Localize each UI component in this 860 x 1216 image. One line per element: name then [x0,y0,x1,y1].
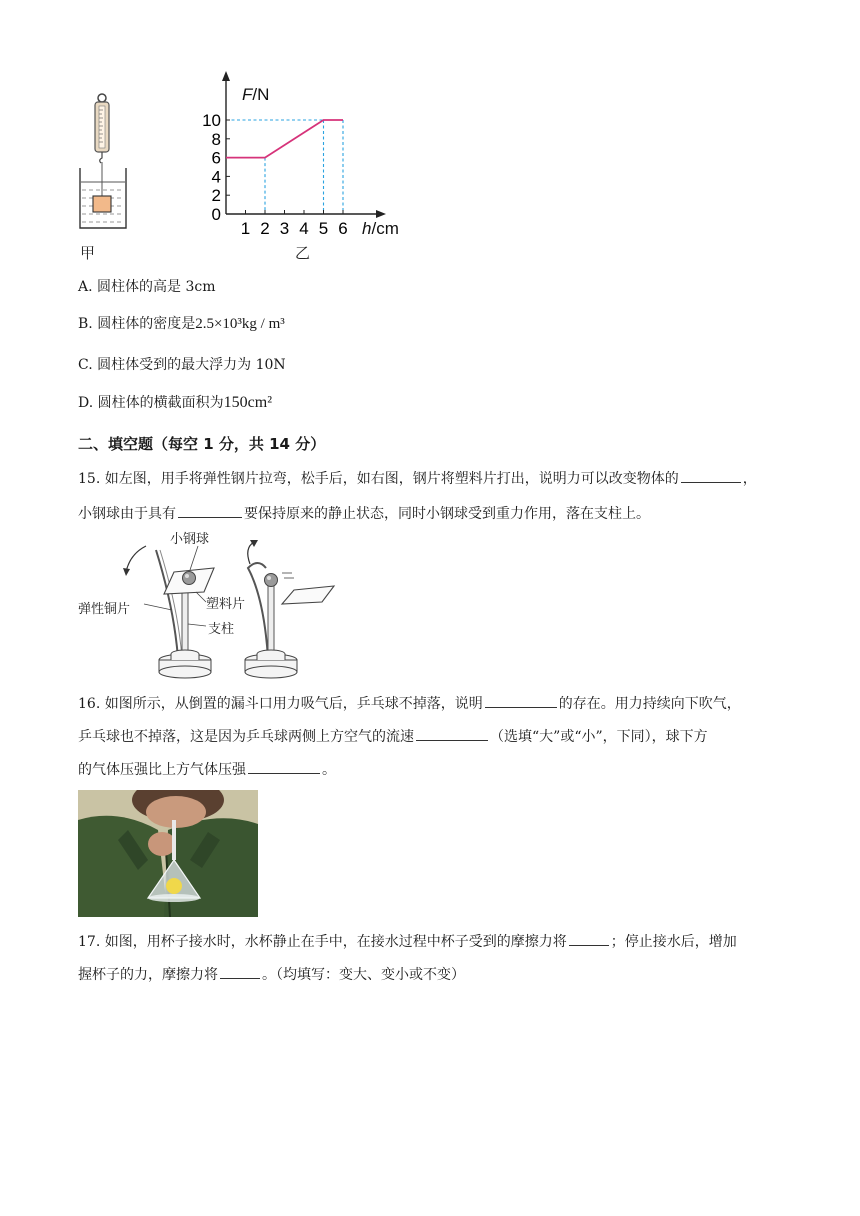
q16-text-1: 16. 如图所示，从倒置的漏斗口用力吸气后，乒乓球不掉落，说明 [78,696,483,712]
spring-scale-illustration [70,90,150,240]
question-17 [78,931,793,985]
figure-jia-label: 甲 [80,244,96,262]
q16-text-3: 乒乓球也不掉落，这是因为乒乓球两侧上方空气的流速 [78,729,414,745]
q17-text-4: 。（均填写：变大、变小或不变） [262,967,465,983]
q16-blank-2 [416,726,488,741]
section-2-title: 二、填空题（每空 1 分，共 14 分） [78,435,326,453]
x-tick-label: 1 [240,219,251,238]
y-axis-title: F/N [242,85,270,104]
q15-text-2: ， [742,471,757,487]
force-depth-chart [200,68,410,238]
q17-text-1: 17. 如图，用杯子接水时，水杯静止在手中，在接水过程中杯子受到的摩擦力将 [78,934,567,950]
option-c: C. 圆柱体受到的最大浮力为 10N [78,357,286,373]
y-axis-arrow [222,71,230,81]
figure-yi-label: 乙 [295,244,311,262]
x-tick-label: 5 [318,219,329,238]
figure-jia [70,90,150,265]
y-tick-label: 6 [211,148,221,168]
x-axis-arrow [376,210,386,218]
option-b [78,314,285,334]
q15-blank-1 [681,468,741,483]
label-copper-strip: 弹性铜片 [78,602,131,617]
question-16 [78,693,793,780]
y-tick-label: 4 [211,167,221,187]
q15-text-1: 15. 如左图，用手将弹性钢片拉弯，松手后，如右图，钢片将塑料片打出，说明力可以改变物体的 [78,471,679,487]
q16-blank-3 [248,759,320,774]
q16-text-6: 。 [322,762,336,778]
q15-figure [78,528,338,686]
q15-blank-2 [178,503,242,518]
option-d-text: D. 圆柱体的横截面积为 [78,395,224,411]
q16-text-5: 的气体压强比上方气体压强 [78,762,246,778]
option-a: A. 圆柱体的高是 3cm [78,279,216,295]
label-plastic-sheet: 塑料片 [206,597,246,612]
figure-yi [200,68,410,268]
option-b-text: B. 圆柱体的密度是 [78,316,196,332]
option-b-formula: 2.5×10³kg / m³ [195,316,285,332]
funnel-ping-pong-photo [78,790,258,917]
y-tick-label: 0 [211,205,221,224]
q16-photo [78,790,258,917]
y-tick-label: 2 [211,186,221,206]
q16-text-4: （选填“大”或“小”，下同），球下方 [490,729,708,745]
y-tick-label: 8 [211,129,221,149]
x-tick-label: 3 [279,219,290,238]
q16-text-2: 的存在。用力持续向下吹气， [558,696,741,712]
q17-text-2: ；停止接水后，增加 [610,934,737,950]
q17-blank-1 [569,931,609,946]
y-tick-label: 10 [202,111,221,130]
question-15 [78,468,788,524]
x-axis-title: h/cm [362,219,399,238]
label-pillar: 支柱 [208,622,235,637]
q16-blank-1 [485,693,557,708]
x-tick-label: 2 [260,219,270,238]
x-tick-label: 4 [299,219,309,238]
series-line [226,120,343,158]
option-d [78,393,272,413]
q17-text-3: 握杯子的力，摩擦力将 [78,967,218,983]
option-d-formula: 150cm² [223,394,272,411]
x-tick-label: 6 [338,219,348,238]
q15-text-3: 小钢球由于具有 [78,506,176,522]
q17-blank-2 [220,964,260,979]
q15-text-4: 要保持原来的静止状态，同时小钢球受到重力作用，落在支柱上。 [244,506,650,522]
label-steel-ball: 小钢球 [170,532,210,547]
